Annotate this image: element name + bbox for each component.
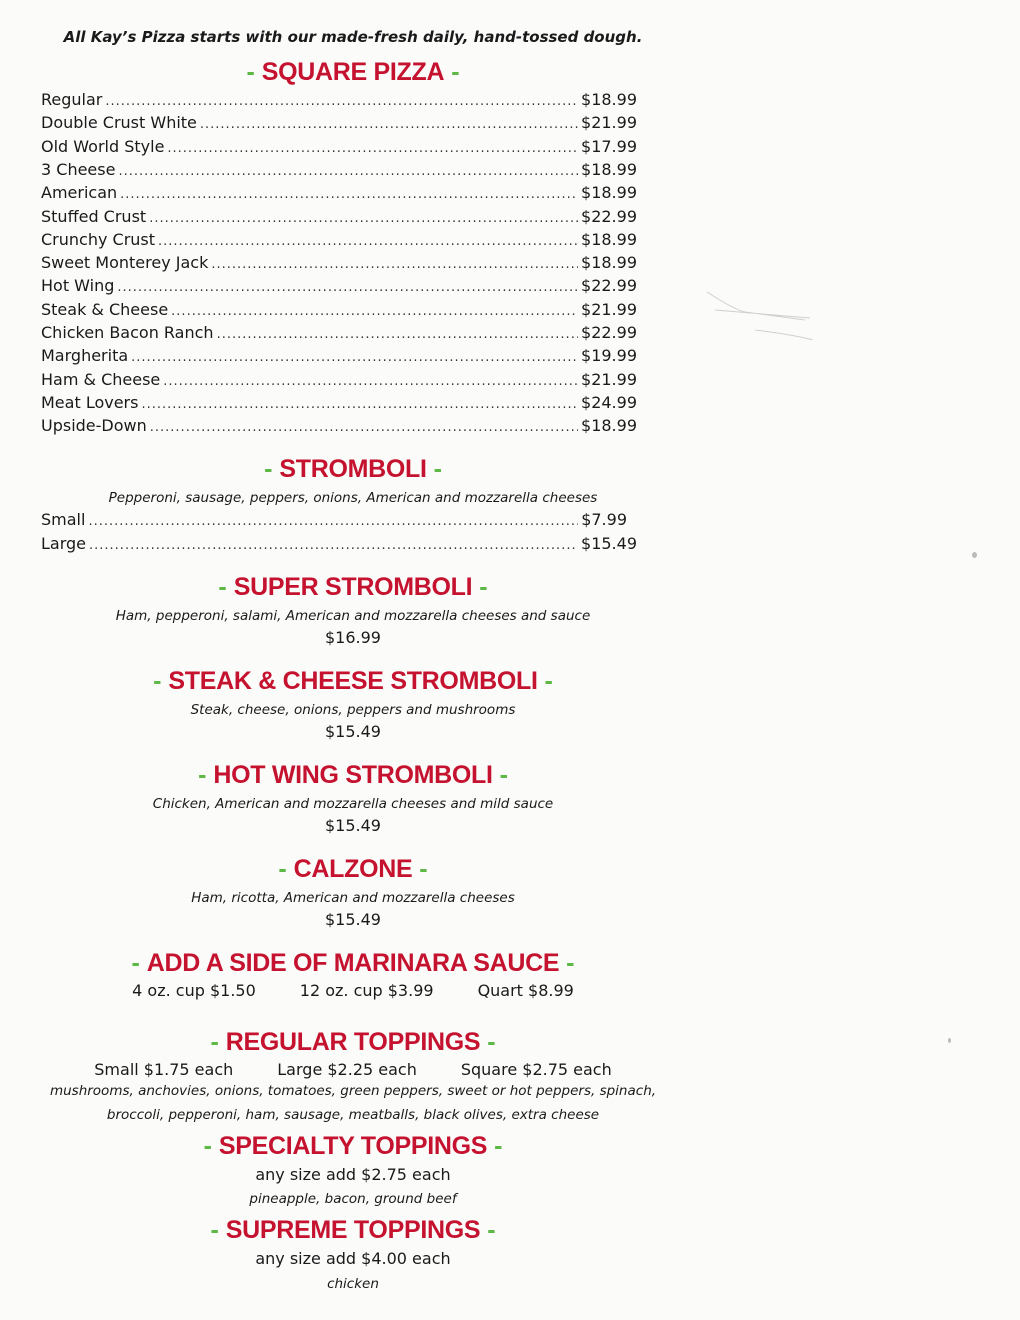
dot-leader	[200, 117, 578, 132]
calzone-heading: - CALZONE -	[278, 855, 428, 883]
dot-leader	[141, 397, 578, 412]
item-price: $18.99	[581, 253, 637, 273]
dot-leader	[89, 538, 578, 553]
item-price: $19.99	[581, 346, 637, 366]
intro-tagline: All Kay’s Pizza starts with our made-fresh daily, hand-tossed dough.	[63, 28, 643, 46]
item-price: $17.99	[581, 136, 637, 156]
hot-wing-stromboli-price: $15.49	[325, 816, 381, 835]
specialty-toppings-heading: - SPECIALTY TOPPINGS -	[203, 1132, 503, 1160]
steak-stromboli-price: $15.49	[325, 722, 381, 741]
marinara-option: 12 oz. cup $3.99	[299, 981, 434, 1000]
menu-item	[41, 510, 637, 532]
square-pizza-heading: - SQUARE PIZZA -	[246, 58, 460, 86]
menu-item	[41, 393, 637, 415]
menu-item	[41, 137, 637, 159]
item-price: $21.99	[581, 113, 637, 133]
item-price: $18.99	[581, 229, 637, 249]
scan-speck	[972, 552, 977, 558]
menu-item	[41, 183, 637, 205]
menu-item	[41, 370, 637, 392]
item-price: $22.99	[581, 206, 637, 226]
menu-item	[41, 276, 637, 298]
dot-leader	[120, 187, 578, 202]
dot-leader	[217, 327, 578, 342]
dot-leader	[131, 350, 578, 365]
super-stromboli-price: $16.99	[325, 628, 381, 647]
steak-stromboli-description: Steak, cheese, onions, peppers and mushrooms	[190, 702, 516, 718]
item-price: $21.99	[581, 299, 637, 319]
item-price: $18.99	[581, 159, 637, 179]
topping-price: Square $2.75 each	[460, 1060, 612, 1079]
marinara-option: Quart $8.99	[477, 981, 574, 1000]
pencil-scribble-mark	[705, 290, 815, 340]
dot-leader	[118, 164, 578, 179]
item-price: $21.99	[581, 369, 637, 389]
item-price: $18.99	[581, 416, 637, 436]
dot-leader	[149, 211, 578, 226]
dot-leader	[167, 141, 578, 156]
topping-price: Large $2.25 each	[277, 1060, 417, 1079]
dot-leader	[105, 94, 578, 109]
item-name: Meat Lovers	[41, 392, 139, 412]
item-name: Double Crust White	[41, 113, 197, 133]
regular-toppings-list-line2: broccoli, pepperoni, ham, sausage, meatballs, black olives, extra cheese	[106, 1107, 600, 1123]
specialty-toppings-price: any size add $2.75 each	[255, 1165, 451, 1184]
hot-wing-stromboli-heading: - HOT WING STROMBOLI -	[198, 761, 508, 789]
menu-item	[41, 323, 637, 345]
dot-leader	[163, 374, 578, 389]
super-stromboli-heading: - SUPER STROMBOLI -	[218, 573, 488, 601]
item-name: Crunchy Crust	[41, 229, 156, 249]
regular-toppings-prices	[0, 1060, 706, 1079]
hot-wing-stromboli-description: Chicken, American and mozzarella cheeses and mild sauce	[152, 796, 554, 812]
dot-leader	[211, 257, 578, 272]
item-name: Stuffed Crust	[41, 206, 147, 226]
item-price: $22.99	[581, 276, 637, 296]
dot-leader	[158, 234, 578, 249]
menu-item	[41, 113, 637, 135]
item-price: $22.99	[581, 323, 637, 342]
item-name: Steak & Cheese	[41, 299, 169, 319]
item-name: Old World Style	[41, 136, 165, 156]
item-price: $7.99	[581, 510, 627, 529]
menu-item	[41, 230, 637, 252]
supreme-toppings-heading: - SUPREME TOPPINGS -	[210, 1216, 496, 1244]
super-stromboli-description: Ham, pepperoni, salami, American and mozzarella cheeses and sauce	[115, 608, 591, 624]
menu-item	[41, 253, 637, 275]
menu-item	[41, 160, 637, 182]
item-price: $24.99	[581, 392, 637, 412]
dot-leader	[88, 514, 578, 529]
item-name: 3 Cheese	[41, 159, 116, 179]
menu-item	[41, 346, 637, 368]
item-name: Hot Wing	[41, 276, 115, 296]
dot-leader	[150, 420, 578, 435]
topping-price: Small $1.75 each	[94, 1060, 234, 1079]
item-price: $18.99	[581, 183, 637, 203]
item-name: Sweet Monterey Jack	[41, 253, 209, 273]
specialty-toppings-list: pineapple, bacon, ground beef	[249, 1191, 457, 1207]
menu-item	[41, 534, 637, 556]
item-price: $15.49	[581, 534, 637, 553]
item-name: Margherita	[41, 346, 129, 366]
regular-toppings-heading: - REGULAR TOPPINGS -	[210, 1028, 496, 1056]
item-name: Large	[41, 534, 87, 553]
item-price: $18.99	[581, 90, 637, 109]
item-name: Upside-Down	[41, 416, 147, 436]
marinara-options	[0, 981, 706, 1000]
calzone-price: $15.49	[325, 910, 381, 929]
item-name: Small	[41, 510, 86, 529]
steak-stromboli-heading: - STEAK & CHEESE STROMBOLI -	[153, 667, 553, 695]
menu-item	[41, 90, 637, 112]
calzone-description: Ham, ricotta, American and mozzarella cheeses	[191, 890, 515, 906]
item-name: Chicken Bacon Ranch	[41, 323, 214, 342]
menu-item	[41, 300, 637, 322]
stromboli-description: Pepperoni, sausage, peppers, onions, American and mozzarella cheeses	[108, 490, 598, 506]
menu-item	[41, 416, 637, 438]
stromboli-heading: - STROMBOLI -	[264, 455, 442, 483]
scan-speck	[948, 1038, 951, 1043]
supreme-toppings-price: any size add $4.00 each	[255, 1249, 451, 1268]
item-name: Regular	[41, 90, 103, 109]
dot-leader	[117, 280, 578, 295]
marinara-heading: - ADD A SIDE OF MARINARA SAUCE -	[131, 949, 575, 977]
marinara-option: 4 oz. cup $1.50	[132, 981, 256, 1000]
regular-toppings-list-line1: mushrooms, anchovies, onions, tomatoes, green peppers, sweet or hot peppers, spinach,	[49, 1083, 657, 1099]
item-name: Ham & Cheese	[41, 369, 161, 389]
menu-item	[41, 207, 637, 229]
supreme-toppings-list: chicken	[327, 1276, 379, 1292]
dot-leader	[171, 304, 578, 319]
item-name: American	[41, 183, 118, 203]
